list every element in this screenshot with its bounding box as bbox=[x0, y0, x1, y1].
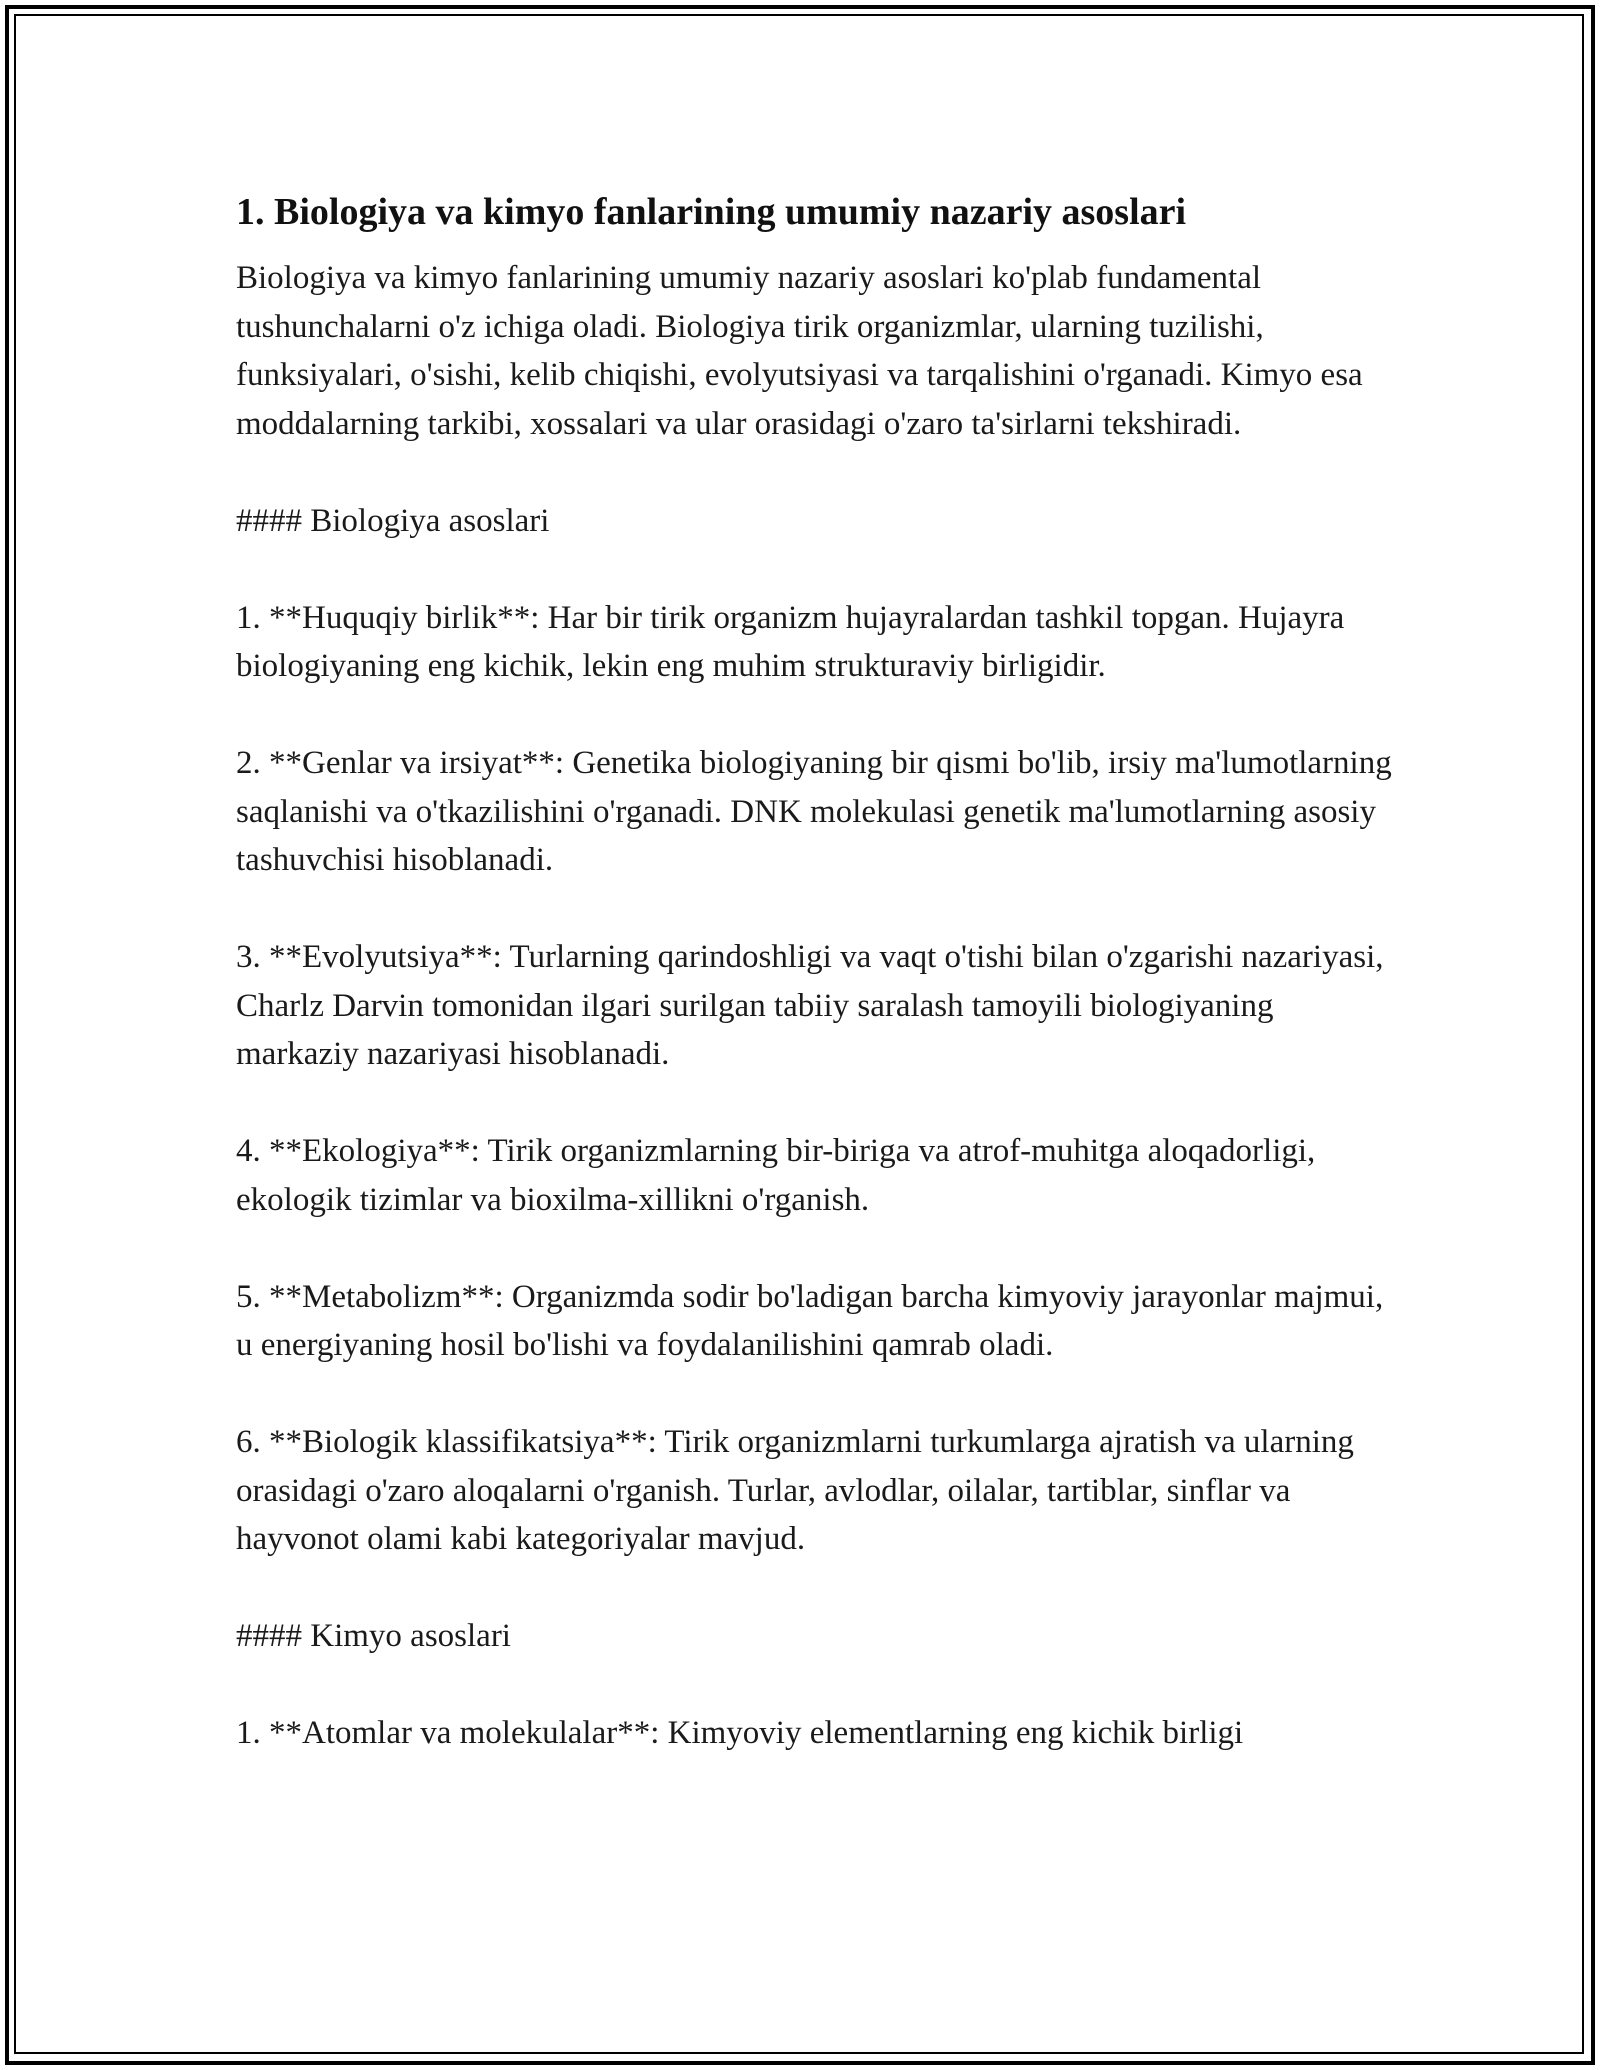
biology-item-6: 6. **Biologik klassifikatsiya**: Tirik organizmlarni turkumlarga ajratish va ularning orasidagi o'zaro aloqalarni o'rganish. Turlar, avlodlar, oilalar, tartiblar, sinflar va hayvonot olami kabi kategoriyalar mavjud. bbox=[236, 1424, 1354, 1557]
intro-paragraph: Biologiya va kimyo fanlarining umumiy nazariy asoslari ko'plab fundamental tushunchalarni o'z ichiga oladi. Biologiya tirik organizmlar, ularning tuzilishi, funksiyalari, o'sishi, kelib chiqishi, evolyutsiyasi va tarqalishini o'rganadi. Kimyo esa moddalarning tarkibi, xossalari va ular orasidagi o'zaro ta'sirlarni tekshiradi. bbox=[236, 260, 1363, 442]
document-body bbox=[236, 186, 1396, 1806]
biology-item-2: 2. **Genlar va irsiyat**: Genetika biologiyaning bir qismi bo'lib, irsiy ma'lumotlarning saqlanishi va o'tkazilishini o'rganadi. DNK molekulasi genetik ma'lumotlarning asosiy tashuvchisi hisoblanadi. bbox=[236, 745, 1392, 878]
biology-item-3: 3. **Evolyutsiya**: Turlarning qarindoshligi va vaqt o'tishi bilan o'zgarishi nazariyasi, Charlz Darvin tomonidan ilgari surilgan tabiiy saralash tamoyili biologiyaning markaziy nazariyasi hisoblanadi. bbox=[236, 939, 1384, 1072]
biology-item-1: 1. **Huquqiy birlik**: Har bir tirik organizm hujayralardan tashkil topgan. Hujayra biologiyaning eng kichik, lekin eng muhim strukturaviy birligidir. bbox=[236, 599, 1345, 684]
biology-heading: #### Biologiya asoslari bbox=[236, 502, 550, 539]
biology-item-5: 5. **Metabolizm**: Organizmda sodir bo'ladigan barcha kimyoviy jarayonlar majmui, u energiyaning hosil bo'lishi va foydalanilishini qamrab oladi. bbox=[236, 1278, 1384, 1363]
chemistry-heading: #### Kimyo asoslari bbox=[236, 1618, 511, 1654]
chemistry-item-1: 1. **Atomlar va molekulalar**: Kimyoviy elementlarning eng kichik birligi bbox=[236, 1715, 1244, 1751]
biology-item-4: 4. **Ekologiya**: Tirik organizmlarning bir-biriga va atrof-muhitga aloqadorligi, ekologik tizimlar va bioxilma-xillikni o'rganish. bbox=[236, 1133, 1316, 1218]
document-title: 1. Biologiya va kimyo fanlarining umumiy nazariy asoslari bbox=[236, 191, 1187, 233]
